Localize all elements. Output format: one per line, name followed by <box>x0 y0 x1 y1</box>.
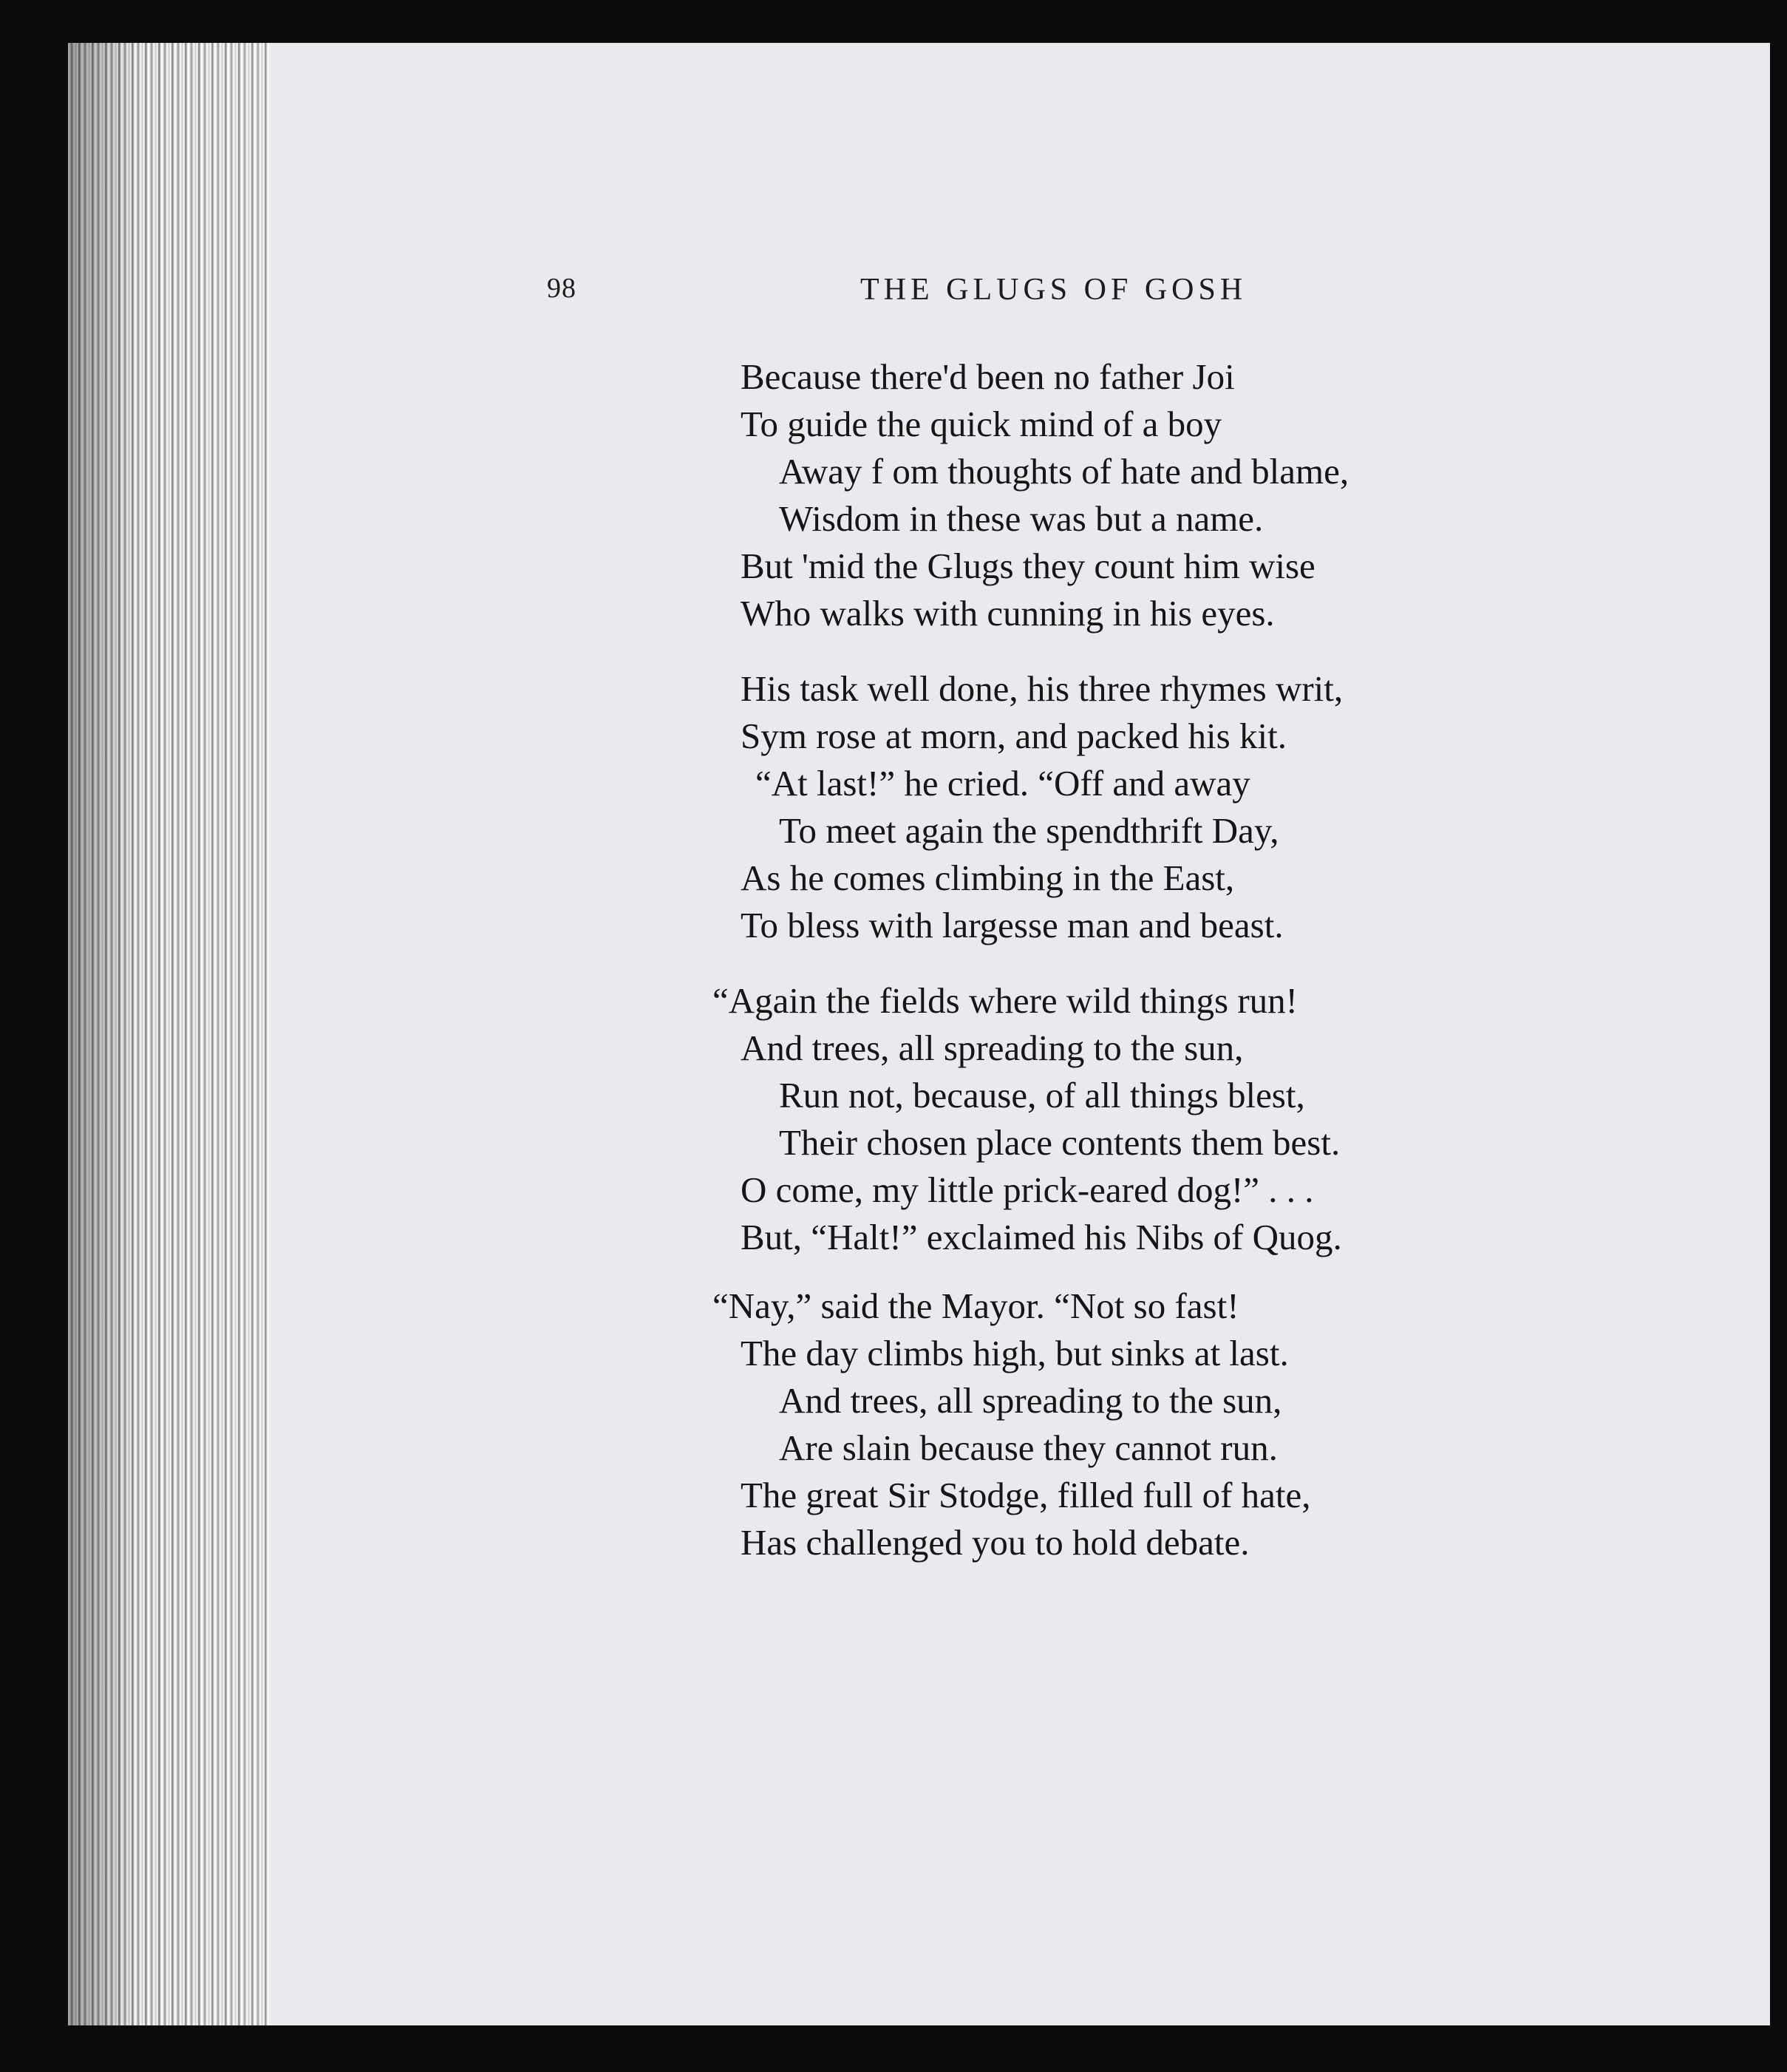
stanza <box>741 353 1524 637</box>
poem-line: Their chosen place contents them best. <box>779 1122 1341 1163</box>
poem-line: Are slain because they cannot run. <box>779 1427 1278 1468</box>
poem-line: As he comes climbing in the East, <box>741 857 1235 898</box>
poem-line: O come, my little prick-eared dog!” . . . <box>741 1169 1314 1210</box>
poem-line: And trees, all spreading to the sun, <box>741 1027 1244 1068</box>
poem-line: Wisdom in these was but a name. <box>779 498 1264 539</box>
poem-line: His task well done, his three rhymes writ, <box>741 668 1344 709</box>
running-title: THE GLUGS OF GOSH <box>860 273 1248 307</box>
poem-line: And trees, all spreading to the sun, <box>779 1380 1282 1421</box>
poem-line: To bless with largesse man and beast. <box>741 905 1284 945</box>
poem-line: Has challenged you to hold debate. <box>741 1522 1250 1563</box>
stanza <box>712 1283 1524 1566</box>
poem-line: Because there'd been no father Joi <box>741 356 1235 397</box>
stanza <box>712 977 1524 1261</box>
page-number: 98 <box>547 273 576 304</box>
poem-line: But, “Halt!” exclaimed his Nibs of Quog. <box>741 1217 1342 1257</box>
poem-line: Who walks with cunning in his eyes. <box>741 593 1275 634</box>
poem-line: The great Sir Stodge, filled full of hate, <box>741 1475 1311 1515</box>
poem-line: The day climbs high, but sinks at last. <box>741 1333 1289 1373</box>
poem-line: But 'mid the Glugs they count him wise <box>741 546 1315 586</box>
poem-line: To meet again the spendthrift Day, <box>779 810 1279 851</box>
poem-line: Away f om thoughts of hate and blame, <box>779 451 1349 492</box>
poem-line: “Again the fields where wild things run! <box>712 980 1298 1021</box>
stanza <box>741 665 1524 949</box>
poem-line: “Nay,” said the Mayor. “Not so fast! <box>712 1285 1239 1326</box>
poem-line: Run not, because, of all things blest, <box>779 1075 1305 1115</box>
poem-line: Sym rose at morn, and packed his kit. <box>741 716 1287 756</box>
poem-line: “At last!” he cried. “Off and away <box>755 763 1250 804</box>
poem-line: To guide the quick mind of a boy <box>741 404 1222 444</box>
